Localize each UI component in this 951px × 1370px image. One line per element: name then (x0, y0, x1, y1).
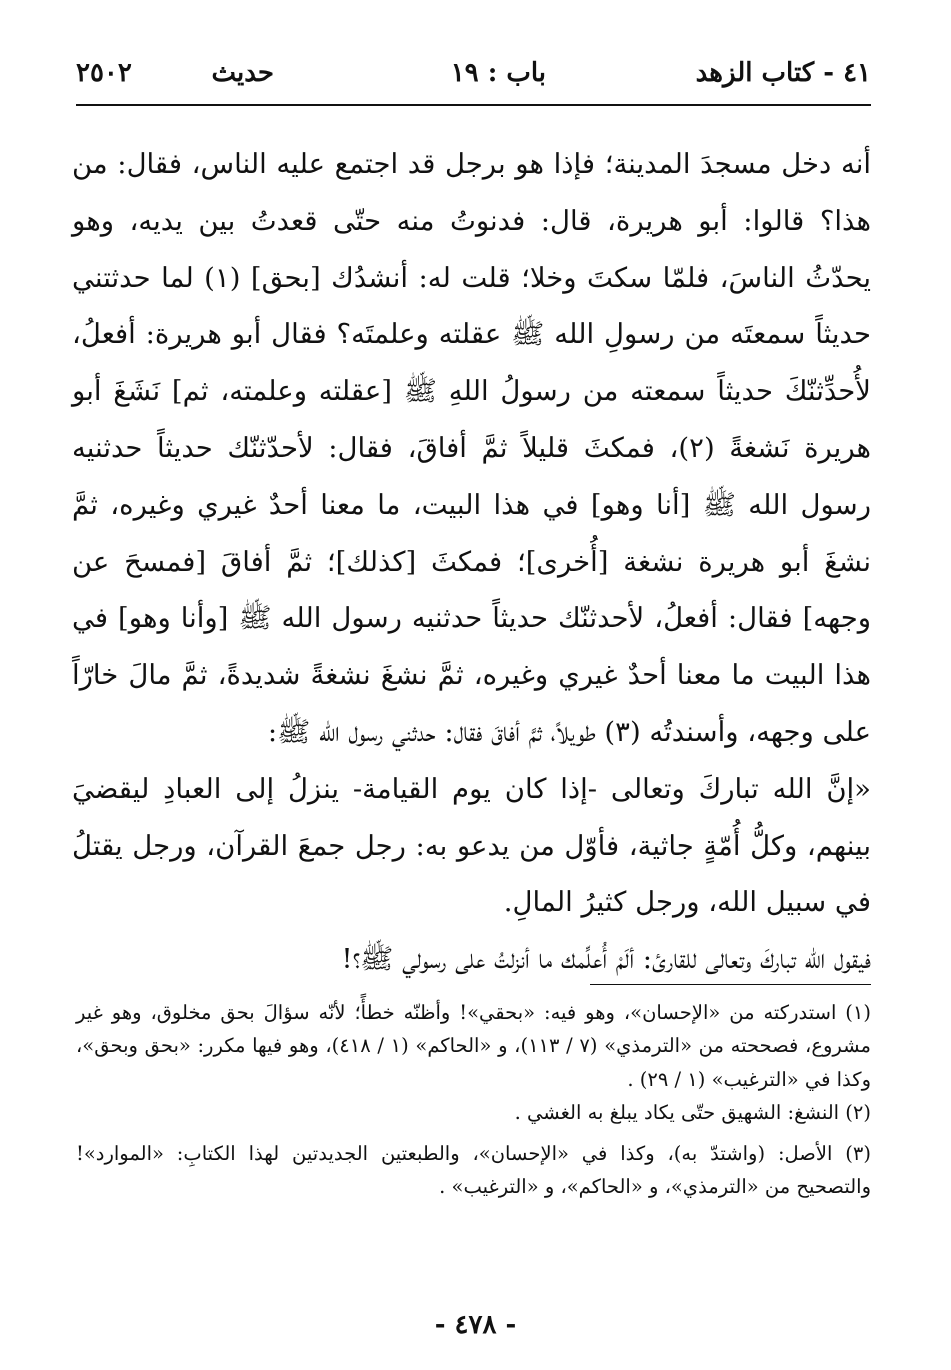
footnotes (76, 996, 871, 1212)
main-text (72, 136, 871, 988)
body-paragraph-1: أنه دخل مسجدَ المدينة؛ فإذا هو برجل قد اجتمع عليه الناس، فقال: من هذا؟ قالوا: أبو هريرة، قال: فدنوتُ منه حتّى قعدتُ بين يديه، وهو يحدّثُ الناسَ، فلمّا سكتَ وخلا؛ قلت له: أنشدُك [بحق] (١) لما حدثتني حديثاً سمعتَه من رسولِ الله ﷺ عقلته وعلمتَه؟ فقال أبو هريرة: أفعلُ، لأُحدِّثنّكَ حديثاً سمعته من رسولُ اللهِ ﷺ [عقلته وعلمته، ثم] نَشَغَ أبو هريرة نَشغةً (٢)، فمكثَ قليلاً ثمَّ أفاقَ، فقال: لأحدّثنّك حديثاً حدثنيه رسول الله ﷺ [أنا وهو] في هذا البيت، ما معنا أحدٌ غيري وغيره، ثمَّ نشغَ أبو هريرة نشغة [أُخرى]؛ فمكثَ [كذلك]؛ ثمَّ أفاقَ [فمسحَ عن وجهه] فقال: أفعلُ، لأحدثنّك حديثاً حدثنيه رسول الله ﷺ [وأنا وهو] في هذا البيت ما معنا أحدٌ غيري وغيره، ثمَّ نشغَ نشغةً شديدةً، ثمَّ مالَ خارّاً على وجهه، وأسندتُه (٣) طويلاً، ثمَّ أفاقَ فقال: حدثني رسول الله ﷺ: (72, 148, 871, 748)
footnote-3: (٣) الأصل: (واشتدّ به)، وكذا في «الإحسان»، والطبعتين الجديدتين لهذا الكتابِ: «الموارد»! والتصحيح من «الترمذي»، و «الحاكم»، و «الترغيب» . (76, 1142, 871, 1199)
body-paragraph-2: «إنَّ الله تباركَ وتعالى -إذا كان يوم القيامة- ينزلُ إلى العبادِ ليقضيَ بينهم، وكلُّ أُمّةٍ جاثية، فأوّل من يدعو به: رجل جمعَ القرآن، ورجل يقتلُ في سبيل الله، ورجل كثيرُ المالِ. (72, 772, 871, 919)
running-header (76, 58, 871, 98)
footnote-2: (٢) النشغ: الشهيق حتّى يكاد يبلغ به الغشي . (514, 1100, 871, 1124)
book-title: ٤١ - كتاب الزهد (695, 58, 871, 88)
header-divider (76, 104, 871, 106)
hadith-label: حديث (211, 58, 274, 88)
footnote-divider (590, 984, 871, 985)
body-paragraph-3: فيقول الله تباركَ وتعالى للقارئ: ألَمْ أُعلِّمك ما أنزلتُ على رسولي ﷺ؟! (341, 943, 871, 976)
hadith-number: ٢٥٠٢ (76, 58, 132, 88)
chapter-label: باب : ١٩ (450, 58, 546, 88)
footnote-1: (١) استدركته من «الإحسان»، وهو فيه: «بحقي»! وأظنّه خطأً؛ لأنّه سؤالَ بحق مخلوق، وهو غير مشروع، فصححته من «الترمذي» (٧ / ١١٣)، و «الحاكم» (١ / ٤١٨)، وهو فيها مكرر: «بحق وبحق»، وكذا في «الترغيب» (١ / ٢٩) . (76, 1001, 872, 1091)
page-number: - ٤٧٨ - (434, 1310, 517, 1340)
